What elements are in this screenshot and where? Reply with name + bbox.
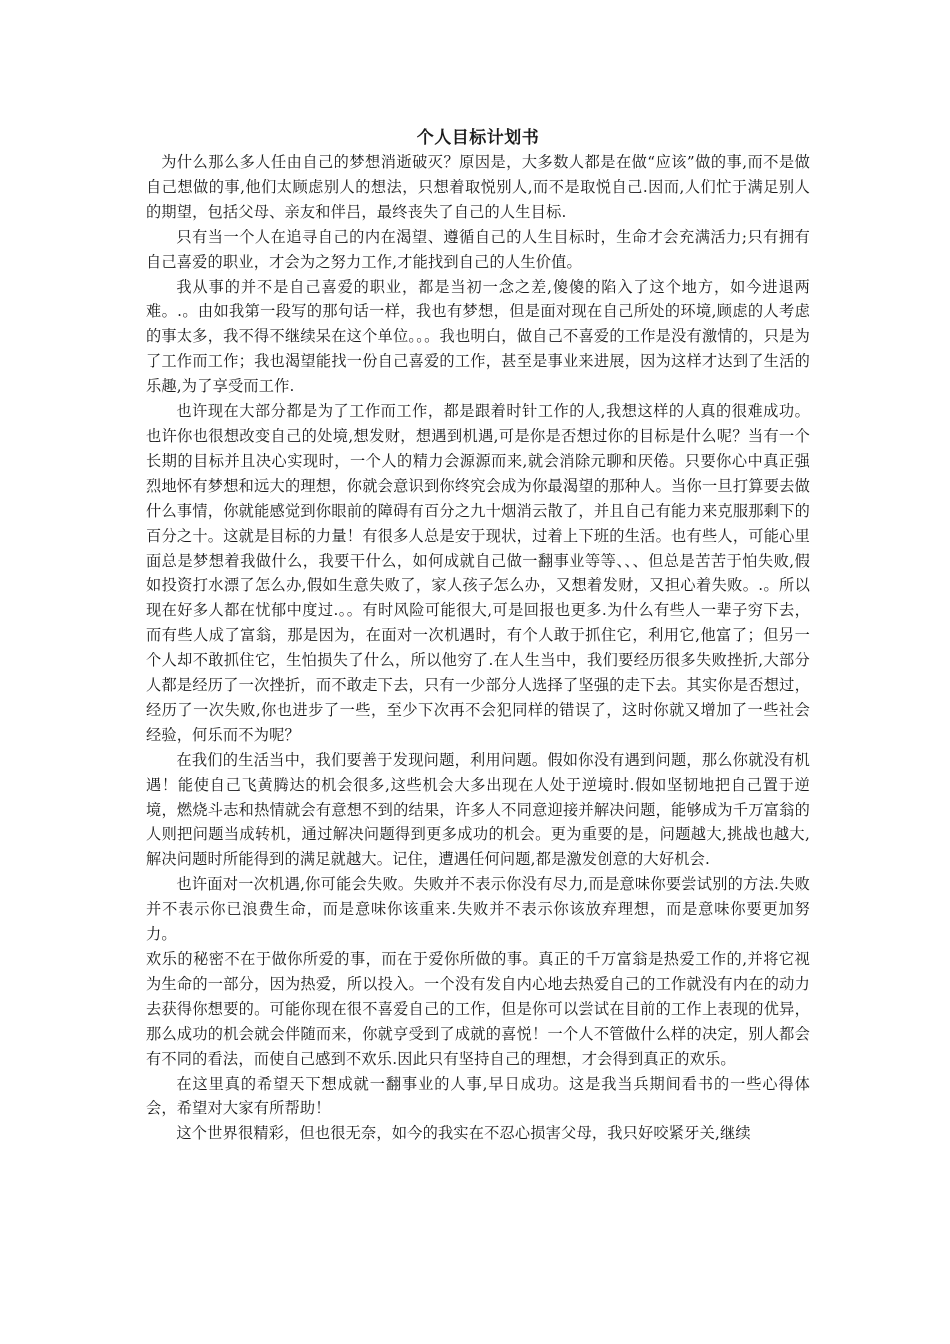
paragraph-4: 也许现在大部分都是为了工作而工作，都是跟着时针工作的人,我想这样的人真的很难成功。也许你也很想改变自己的处境,想发财，想遇到机遇,可是你是否想过你的目标是什么呢？当有一个长期的目标并且决心实现时，一个人的精力会源源而来,就会消除元聊和厌倦。只要你心中真正强烈地怀有梦想和远大的理想，你就会意识到你终究会成为你最渴望的那种人。当你一旦打算要去做什么事情，你就能感觉到你眼前的障碍有百分之九十烟消云散了，并且自己有能力来克服那剩下的百分之十。这就是目标的力量！有很多人总是安于现状，过着上下班的生活。也有些人，可能心里面总是梦想着我做什么，我要干什么，如何成就自己做一翻事业等等、、、但总是苦苦于怕失败,假如投资打水漂了怎么办,假如生意失败了，家人孩子怎么办，又想着发财，又担心着失败。.。所以现在好多人都在忧郁中度过.。。有时风险可能很大,可是回报也更多.为什么有些人一辈子穷下去，而有些人成了富翁，那是因为，在面对一次机遇时，有个人敢于抓住它，利用它,他富了；但另一个人却不敢抓住它，生怕损失了什么，所以他穷了.在人生当中，我们要经历很多失败挫折,大部分人都是经历了一次挫折，而不敢走下去，只有一少部分人选择了坚强的走下去。其实你是否想过，经历了一次失败,你也进步了一些，至少下次再不会犯同样的错误了，这时你就又增加了一些社会经验，何乐而不为呢？ (146, 402, 810, 744)
document-body (146, 126, 810, 1146)
document-title: 个人目标计划书 (416, 128, 540, 148)
paragraph-9: 这个世界很精彩，但也很无奈，如今的我实在不忍心损害父母，我只好咬紧牙关,继续 (176, 1124, 751, 1143)
paragraph-3: 我从事的并不是自己喜爱的职业，都是当初一念之差,傻傻的陷入了这个地方，如今进退两难。.。由如我第一段写的那句话一样，我也有梦想，但是面对现在自己所处的环境,顾虑的人考虑的事太多，我不得不继续呆在这个单位。。。我也明白，做自己不喜爱的工作是没有激情的，只是为了工作而工作；我也渴望能找一份自己喜爱的工作，甚至是事业来进展，因为这样才达到了生活的乐趣,为了享受而工作. (146, 277, 810, 396)
paragraph-8: 在这里真的希望天下想成就一翻事业的人事,早日成功。这是我当兵期间看书的一些心得体会，希望对大家有所帮助！ (146, 1074, 810, 1118)
paragraph-6: 也许面对一次机遇,你可能会失败。失败并不表示你没有尽力,而是意味你要尝试别的方法.失败并不表示你已浪费生命，而是意味你该重来.失败并不表示你该放弃理想，而是意味你要更加努力。 (146, 875, 810, 944)
paragraph-5: 在我们的生活当中，我们要善于发现问题，利用问题。假如你没有遇到问题，那么你就没有机遇！能使自己飞黄腾达的机会很多,这些机会大多出现在人处于逆境时.假如坚韧地把自己置于逆境，燃烧斗志和热情就会有意想不到的结果，许多人不同意迎接并解决问题，能够成为千万富翁的人则把问题当成转机，通过解决问题得到更多成功的机会。更为重要的是，问题越大,挑战也越大,解决问题时所能得到的满足就越大。记住，遭遇任何问题,都是激发创意的大好机会. (146, 750, 810, 869)
paragraph-2: 只有当一个人在追寻自己的内在渴望、遵循自己的人生目标时，生命才会充满活力;只有拥有自己喜爱的职业，才会为之努力工作,才能找到自己的人生价值。 (146, 227, 810, 271)
paragraph-1: 为什么那么多人任由自己的梦想消逝破灭？原因是，大多数人都是在做“应该”做的事,而不是做自己想做的事,他们太顾虑别人的想法，只想着取悦别人,而不是取悦自己.因而,人们忙于满足别人的期望，包括父母、亲友和伴吕，最终丧失了自己的人生目标. (146, 153, 810, 221)
paragraph-7: 欢乐的秘密不在于做你所爱的事，而在于爱你所做的事。真正的千万富翁是热爱工作的,并将它视为生命的一部分，因为热爱，所以投入。一个没有发自内心地去热爱自己的工作就没有内在的动力去获得你想要的。可能你现在很不喜爱自己的工作，但是你可以尝试在目前的工作上表现的优异，那么成功的机会就会伴随而来，你就亨受到了成就的喜悦！一个人不管做什么样的决定，别人都会有不同的看法，而使自己感到不欢乐.因此只有坚持自己的理想，才会得到真正的欢乐。 (146, 950, 810, 1068)
